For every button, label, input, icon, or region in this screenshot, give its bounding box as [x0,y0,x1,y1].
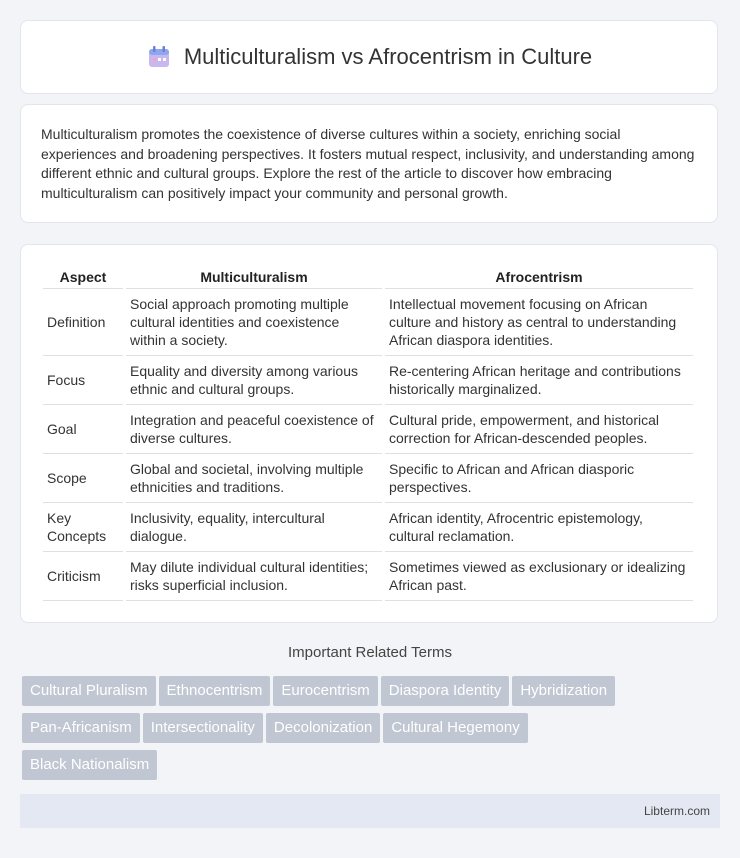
related-terms-heading: Important Related Terms [288,644,452,661]
tag-pan-africanism[interactable]: Pan-Africanism [22,713,140,743]
comparison-table-card [20,244,718,623]
tag-eurocentrism[interactable]: Eurocentrism [273,676,377,706]
table-row [43,289,693,356]
header-aspect: Aspect [43,265,123,289]
table-header-row [43,265,693,289]
tag-decolonization[interactable]: Decolonization [266,713,380,743]
row-afrocentrism: Cultural pride, empowerment, and historical correction for African-descended peoples. [385,405,693,454]
row-multiculturalism: Social approach promoting multiple cultural identities and coexistence within a society. [126,289,382,356]
footer [20,794,720,828]
intro-card [20,104,718,223]
intro-text: Multiculturalism promotes the coexistence of diverse cultures within a society, enriching social experiences and broadening perspectives. It fosters mutual respect, inclusivity, and understanding among different ethnic and cultural groups. Explore the rest of the article to discover how embracing multiculturalism can positively impact your community and personal growth. [41,126,695,201]
row-aspect: Focus [43,356,123,405]
header-afrocentrism: Afrocentrism [385,265,693,289]
tag-hybridization[interactable]: Hybridization [512,676,615,706]
row-aspect: Scope [43,454,123,503]
row-multiculturalism: Integration and peaceful coexistence of diverse cultures. [126,405,382,454]
title-card [20,20,718,94]
row-afrocentrism: African identity, Afrocentric epistemology, cultural reclamation. [385,503,693,552]
row-multiculturalism: Global and societal, involving multiple ethnicities and traditions. [126,454,382,503]
row-multiculturalism: Equality and diversity among various ethnic and cultural groups. [126,356,382,405]
tag-ethnocentrism[interactable]: Ethnocentrism [159,676,271,706]
row-aspect: Definition [43,289,123,356]
tag-cultural-hegemony[interactable]: Cultural Hegemony [383,713,527,743]
page-title: Multiculturalism vs Afrocentrism in Culture [183,44,593,69]
related-terms-list [22,676,722,787]
tag-cultural-pluralism[interactable]: Cultural Pluralism [22,676,156,706]
tag-black-nationalism[interactable]: Black Nationalism [22,750,157,780]
row-aspect: Key Concepts [43,503,123,552]
table-row [43,356,693,405]
footer-brand[interactable]: Libterm.com [643,804,710,818]
tag-diaspora-identity[interactable]: Diaspora Identity [381,676,510,706]
row-aspect: Criticism [43,552,123,601]
row-afrocentrism: Re-centering African heritage and contributions historically marginalized. [385,356,693,405]
row-afrocentrism: Sometimes viewed as exclusionary or idealizing African past. [385,552,693,601]
row-aspect: Goal [43,405,123,454]
calendar-icon [146,44,172,70]
comparison-table [40,265,696,601]
row-multiculturalism: May dilute individual cultural identities; risks superficial inclusion. [126,552,382,601]
tag-intersectionality[interactable]: Intersectionality [143,713,263,743]
row-multiculturalism: Inclusivity, equality, intercultural dialogue. [126,503,382,552]
table-row [43,552,693,601]
table-row [43,405,693,454]
table-row [43,503,693,552]
row-afrocentrism: Intellectual movement focusing on African culture and history as central to understanding African diaspora identities. [385,289,693,356]
header-multiculturalism: Multiculturalism [126,265,382,289]
table-row [43,454,693,503]
row-afrocentrism: Specific to African and African diasporic perspectives. [385,454,693,503]
